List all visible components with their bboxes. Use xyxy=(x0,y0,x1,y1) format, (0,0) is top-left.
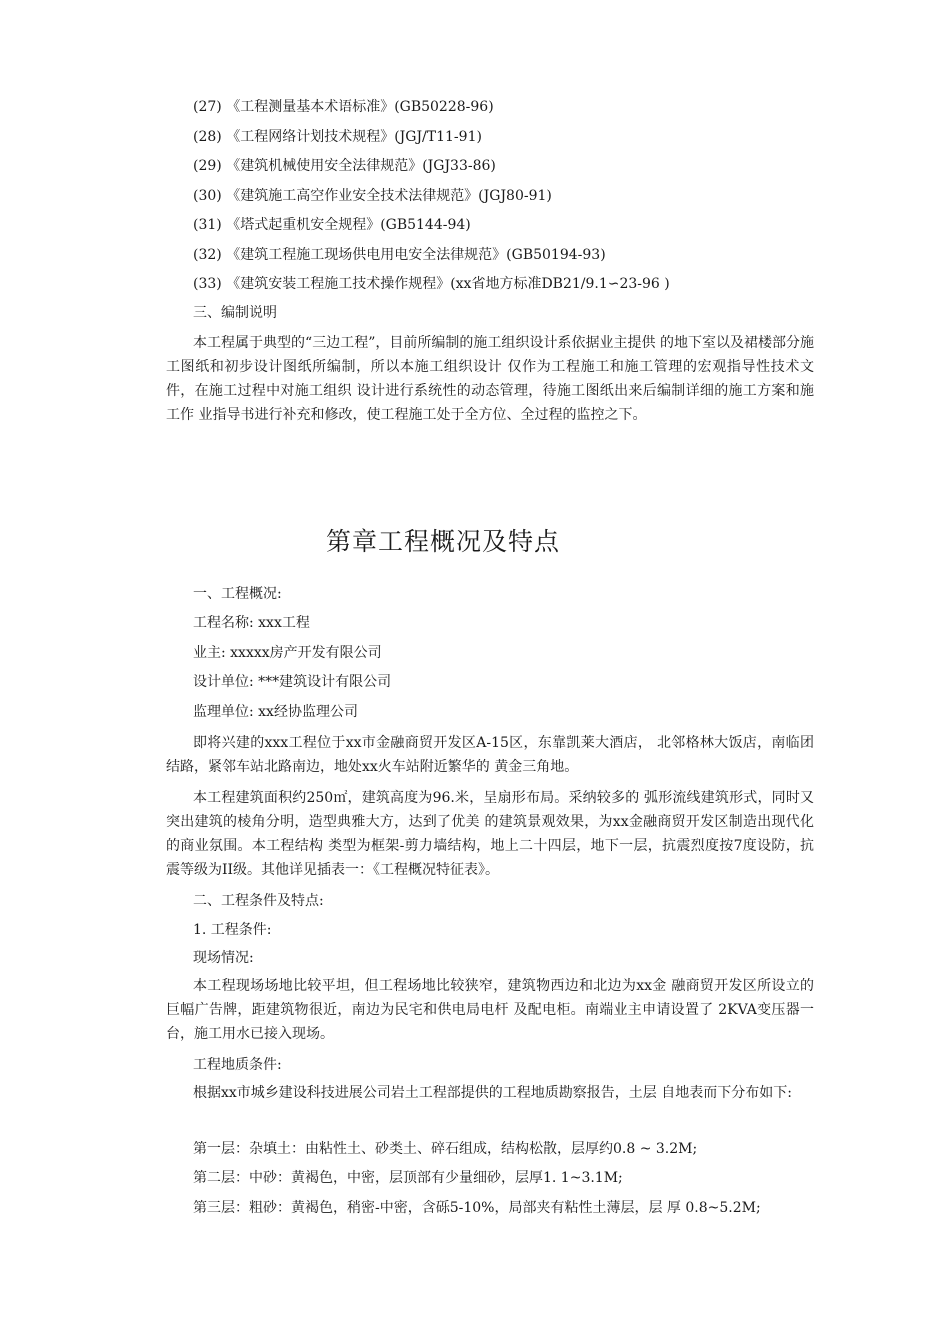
reference-item: (30) 《建筑施工高空作业安全技术法律规范》(JGJ80-91) xyxy=(193,188,552,204)
description-paragraph: 本工程建筑面积约250㎡，建筑高度为96.米，呈扇形布局。采纳较多的 弧形流线建筑形式，同时又突出建筑的棱角分明，造型典雅大方，达到了优美 的建筑景观效果，为xx金融商贸开发区制造出现代化的商业氛围。本工程结构 类型为框架-剪力墙结构，地上二十四层，地下一层，抗震烈度按7度设防，抗 震等级为II级。其他详见插表一：《工程概况特征表》。 xyxy=(166,790,814,878)
reference-item: (32) 《建筑工程施工现场供电用电安全法律规范》(GB50194-93) xyxy=(193,247,606,263)
chapter-title: 第章工程概况及特点 xyxy=(325,527,560,556)
reference-item: (33) 《建筑安装工程施工技术操作规程》(xx省地方标准DB21/9.1∽23-96 ) xyxy=(193,276,670,292)
supervision-unit: 监理单位: xx经协监理公司 xyxy=(193,704,358,720)
sub-heading: 现场情况: xyxy=(193,950,254,966)
soil-layer: 第二层：中砂：黄褐色，中密，层顶部有少量细砂，层厚1. 1~3.1M; xyxy=(193,1170,623,1186)
location-paragraph: 即将兴建的xxx工程位于xx市金融商贸开发区A-15区，东靠凯莱大酒店， 北邻格林大饭店，南临团结路，紧邻车站北路南边，地处xx火车站附近繁华的 黄金三角地。 xyxy=(166,735,814,775)
project-owner: 业主: xxxxx房产开发有限公司 xyxy=(193,645,382,661)
section-heading: 二、工程条件及特点: xyxy=(193,893,324,909)
reference-item: (28) 《工程网络计划技术规程》(JGJ/T11-91) xyxy=(193,129,482,145)
section-body: 本工程属于典型的“三边工程”，目前所编制的施工组织设计系依据业主提供 的地下室以及裙楼部分施工图纸和初步设计图纸所编制，所以本施工组织设计 仅作为工程施工和施工管理的宏观指导性技术文件，在施工过程中对施工组织 设计进行系统性的动态管理，待施工图纸出来后编制详细的施工方案和施工作 业指导书进行补充和修改，使工程施工处于全方位、全过程的监控之下。 xyxy=(166,335,814,423)
reference-item: (27) 《工程测量基本术语标准》(GB50228-96) xyxy=(193,99,494,115)
section-heading: 三、编制说明 xyxy=(193,305,277,321)
reference-item: (29) 《建筑机械使用安全法律规范》(JGJ33-86) xyxy=(193,158,496,174)
sub-heading: 工程地质条件: xyxy=(193,1057,282,1073)
soil-layer: 第三层：粗砂：黄褐色，稍密-中密，含砾5-10%，局部夹有粘性土薄层，层 厚 0.8~5.2M; xyxy=(193,1200,761,1216)
soil-layer: 第一层：杂填土：由粘性土、砂类土、碎石组成，结构松散，层厚约0.8 ~ 3.2M; xyxy=(193,1141,698,1157)
design-unit: 设计单位: ***建筑设计有限公司 xyxy=(193,674,392,690)
project-name: 工程名称: xxx工程 xyxy=(193,615,310,631)
geology-paragraph: 根据xx市城乡建设科技进展公司岩土工程部提供的工程地质勘察报告，土层 自地表而下分布如下: xyxy=(193,1085,792,1101)
sub-heading: 1. 工程条件: xyxy=(193,922,272,938)
section-heading: 一、工程概况: xyxy=(193,586,282,602)
reference-item: (31) 《塔式起重机安全规程》(GB5144-94) xyxy=(193,217,471,233)
site-paragraph: 本工程现场场地比较平坦，但工程场地比较狭窄，建筑物西边和北边为xx金 融商贸开发区所设立的巨幅广告牌，距建筑物很近，南边为民宅和供电局电杆 及配电柜。南端业主申请设置了 2KVA变压器一台，施工用水已接入现场。 xyxy=(166,978,814,1042)
